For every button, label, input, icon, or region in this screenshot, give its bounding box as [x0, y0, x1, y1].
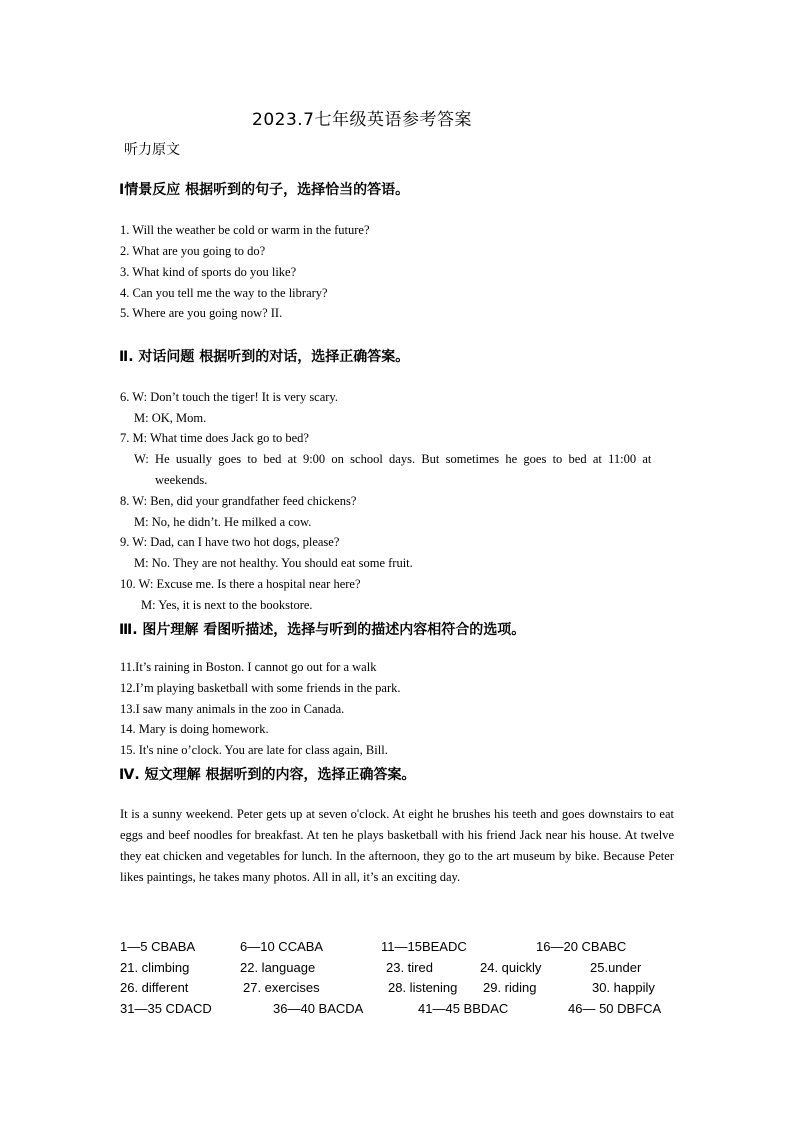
passage-paragraph: It is a sunny weekend. Peter gets up at seven o'clock. At eight he brushes his teeth and goes downstairs to eat eggs and beef noodles for breakfast. At ten he plays basketball with his friend Jack near his house. At twelve they eat chicken and vegetables for lunch. In the afternoon, they go to the art museum by bike. Because Peter likes paintings, he takes many photos. All in all, it’s an exciting day. [120, 807, 674, 884]
section-2-heading: Ⅱ. 对话问题 根据听到的对话，选择正确答案。 [119, 349, 410, 365]
answer-item: 6—10 CCABA [240, 939, 324, 954]
answer-item: 1—5 CBABA [120, 939, 196, 954]
answer-item: 24. quickly [480, 960, 542, 975]
answer-item: 41—45 BBDAC [418, 1001, 509, 1016]
page-subtitle: 听力原文 [124, 142, 180, 158]
dialogue-line: 10. W: Excuse me. Is there a hospital near here? [120, 577, 361, 591]
listening-line: 2. What are you going to do? [120, 244, 266, 258]
dialogue-line: 6. W: Don’t touch the tiger! It is very scary. [120, 390, 338, 404]
answer-item: 23. tired [386, 960, 433, 975]
answer-item: 21. climbing [120, 960, 190, 975]
dialogue-line: M: Yes, it is next to the bookstore. [141, 598, 313, 612]
description-line: 15. It's nine o’clock. You are late for class again, Bill. [120, 743, 388, 757]
page-title: 2023.7七年级英语参考答案 [252, 110, 472, 130]
dialogue-line: W: He usually goes to bed at 9:00 on school days. But sometimes he goes to bed at 11:00 at [134, 452, 652, 466]
answer-item: 27. exercises [243, 980, 320, 995]
dialogue-line: 7. M: What time does Jack go to bed? [120, 431, 309, 445]
dialogue-line: M: OK, Mom. [134, 411, 207, 425]
answer-item: 25.under [590, 960, 642, 975]
description-line: 13.I saw many animals in the zoo in Canada. [120, 702, 345, 716]
dialogue-line: 9. W: Dad, can I have two hot dogs, please? [120, 535, 340, 549]
description-line: 14. Mary is doing homework. [120, 722, 269, 736]
section-4-heading: Ⅳ. 短文理解 根据听到的内容，选择正确答案。 [119, 767, 416, 783]
answer-item: 36—40 BACDA [273, 1001, 364, 1016]
answer-item: 31—35 CDACD [120, 1001, 212, 1016]
listening-line: 3. What kind of sports do you like? [120, 265, 297, 279]
description-line: 11.It’s raining in Boston. I cannot go out for a walk [120, 660, 377, 674]
dialogue-line: M: No, he didn’t. He milked a cow. [134, 515, 312, 529]
answer-item: 30. happily [592, 980, 655, 995]
answer-item: 11—15BEADC [381, 939, 467, 954]
dialogue-line: weekends. [155, 473, 208, 487]
answer-item: 16—20 CBABC [536, 939, 627, 954]
listening-line: 1. Will the weather be cold or warm in the future? [120, 223, 370, 237]
listening-line: 5. Where are you going now? II. [120, 306, 283, 320]
answer-item: 26. different [120, 980, 189, 995]
dialogue-line: M: No. They are not healthy. You should eat some fruit. [134, 556, 413, 570]
answer-item: 28. listening [388, 980, 458, 995]
description-line: 12.I’m playing basketball with some friends in the park. [120, 681, 401, 695]
dialogue-line: 8. W: Ben, did your grandfather feed chickens? [120, 494, 357, 508]
section-3-heading: Ⅲ. 图片理解 看图听描述，选择与听到的描述内容相符合的选项。 [119, 622, 526, 638]
answer-item: 46— 50 DBFCA [568, 1001, 662, 1016]
answer-item: 29. riding [483, 980, 537, 995]
answer-item: 22. language [240, 960, 316, 975]
section-1-heading: Ⅰ情景反应 根据听到的句子，选择恰当的答语。 [119, 182, 410, 198]
listening-line: 4. Can you tell me the way to the library? [120, 286, 328, 300]
